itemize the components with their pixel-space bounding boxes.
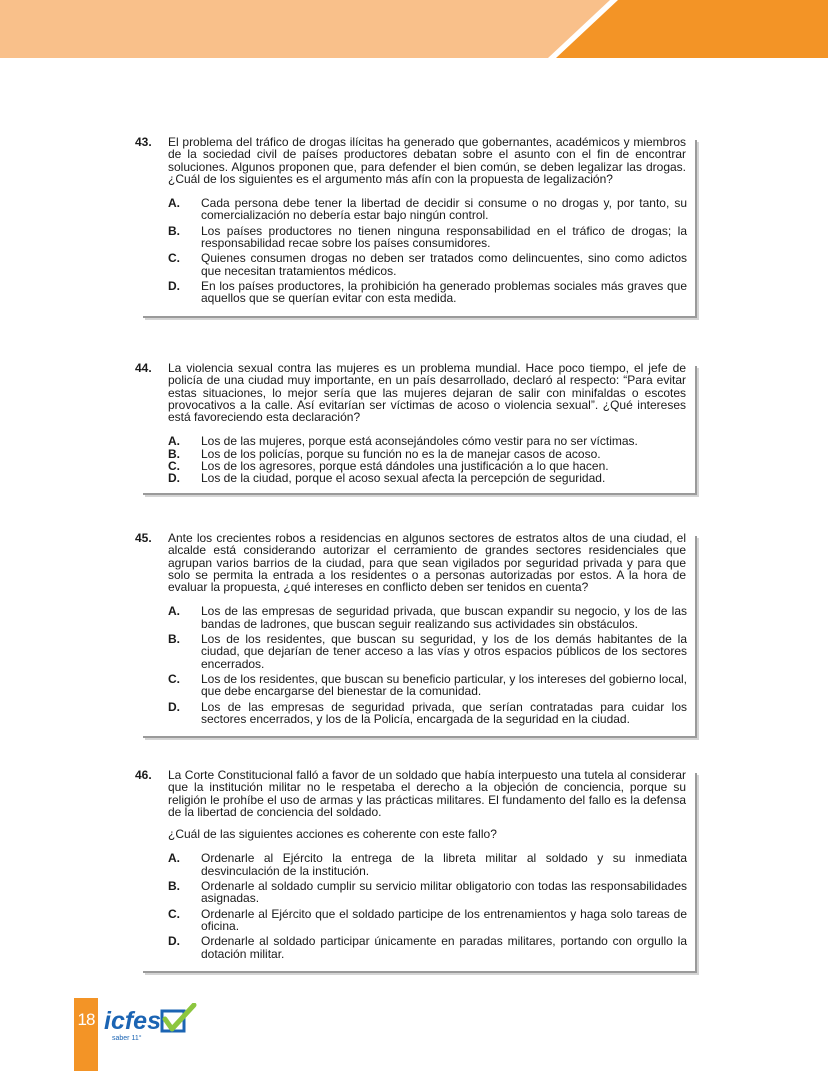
check-icon — [165, 1005, 194, 1029]
question-46 — [135, 769, 693, 963]
option-d — [135, 472, 693, 484]
logo-subtitle: saber 11° — [112, 1035, 142, 1042]
option-letter: B. — [168, 446, 180, 461]
option-letter: A. — [168, 604, 180, 619]
option-letter: B. — [168, 223, 180, 238]
option-a — [135, 197, 693, 222]
option-letter: C. — [168, 459, 180, 474]
option-letter: C. — [168, 251, 180, 266]
page-number-tab — [74, 998, 98, 1071]
option-text: Los de las empresas de seguridad privada, que serían contratadas para cuidar los sectores encerrados, y los de la Policía, encargada de la seguridad en la ciudad. — [201, 699, 687, 726]
option-text: Los de la ciudad, porque el acoso sexual afecta la percepción de seguridad. — [201, 471, 606, 486]
option-text: Los de las mujeres, porque está aconsejándoles cómo vestir para no ser víctimas. — [201, 434, 638, 449]
question-text: La Corte Constitucional falló a favor de un soldado que había interpuesto una tutela al considerar que la institución militar no le respetaba el derecho a la objeción de conciencia, porque su religión le prohíbe el uso de armas y las prácticas militares. El fundamento del fallo es la defensa de la libertad de conciencia del soldado. — [168, 768, 686, 819]
question-number: 44. — [135, 361, 152, 375]
page-number: 18 — [77, 1010, 95, 1029]
question-number: 45. — [135, 531, 152, 545]
option-b — [135, 880, 693, 905]
option-text: Los de los residentes, que buscan su seguridad, y los de los demás habitantes de la ciudad, que dejarían de tener acceso a las vías y otros espacios públicos de los sectores encerrados. — [201, 632, 687, 671]
question-number: 43. — [135, 135, 152, 149]
option-letter: C. — [168, 671, 180, 686]
option-text: Los de los residentes, que buscan su beneficio particular, y los intereses del gobierno local, que debe encargarse del bienestar de la comunidad. — [201, 671, 687, 699]
question-text: La violencia sexual contra las mujeres es un problema mundial. Hace poco tiempo, el jefe de policía de una ciudad muy importante, en un país desarrollado, declaró al respecto: “Para evitar estas situaciones, lo mejor sería que las mujeres dejaran de salir con minifaldas o escotes provocativos a la calle. Así evitarían ser víctimas de acoso o violencia sexual”. ¿Qué intereses está favoreciendo esta declaración? — [168, 361, 686, 425]
option-a — [135, 435, 693, 447]
option-letter: B. — [168, 632, 180, 647]
option-b — [135, 225, 693, 250]
question-44 — [135, 362, 693, 485]
logo-wordmark: icfes — [104, 1007, 161, 1035]
option-text: Cada persona debe tener la libertad de decidir si consume o no drogas y, por tanto, su comercialización no debería estar bajo ningún control. — [201, 196, 687, 223]
question-prompt: ¿Cuál de las siguientes acciones es coherente con este fallo? — [168, 827, 497, 842]
option-b — [135, 633, 693, 670]
option-letter: D. — [168, 934, 180, 949]
option-c — [135, 252, 693, 277]
question-45 — [135, 532, 693, 728]
option-a — [135, 605, 693, 630]
question-number: 46. — [135, 768, 152, 782]
option-text: Los países productores no tienen ninguna responsabilidad en el tráfico de drogas; la responsabilidad recae sobre los países consumidores. — [201, 223, 687, 251]
option-c — [135, 908, 693, 933]
option-text: Los de los policías, porque su función no es la de manejar casos de acoso. — [201, 446, 601, 461]
question-text: El problema del tráfico de drogas ilícitas ha generado que gobernantes, académicos y miembros de la sociedad civil de países productores debatan sobre el asunto con el fin de encontrar soluciones. Algunos proponen que, para defender el bien común, se deben legalizar las drogas. ¿Cuál de los siguientes es el argumento más afín con la propuesta de legalización? — [168, 135, 686, 186]
option-letter: A. — [168, 851, 180, 866]
option-text: Ordenarle al Ejército que el soldado participe de los entrenamientos y haga solo tareas de oficina. — [201, 906, 687, 933]
option-text: Ordenarle al soldado cumplir su servicio militar obligatorio con todas las responsabilidades asignadas. — [201, 879, 687, 906]
option-d — [135, 935, 693, 960]
header-band — [0, 0, 828, 58]
option-a — [135, 852, 693, 877]
option-d — [135, 701, 693, 726]
option-text: Ordenarle al soldado participar únicamente en paradas militares, portando con orgullo la dotación militar. — [201, 934, 687, 961]
option-letter: A. — [168, 196, 180, 211]
question-43 — [135, 136, 693, 308]
option-text: Ordenarle al Ejército la entrega de la libreta militar al soldado y su inmediata desvinculación de la institución. — [201, 851, 687, 878]
option-letter: C. — [168, 906, 180, 921]
option-letter: D. — [168, 471, 180, 486]
option-text: Quienes consumen drogas no deben ser tratados como delincuentes, sino como adictos que necesitan tratamientos médicos. — [201, 251, 687, 278]
option-text: En los países productores, la prohibición ha generado problemas sociales más graves que aquellos que se querían evitar con esta medida. — [201, 278, 687, 306]
option-letter: D. — [168, 699, 180, 714]
option-c — [135, 673, 693, 698]
option-letter: B. — [168, 879, 180, 894]
option-text: Los de los agresores, porque está dándoles una justificación a lo que hacen. — [201, 459, 609, 474]
option-text: Los de las empresas de seguridad privada, que buscan expandir su negocio, y los de las bandas de ladrones, que buscan seguir realizando sus actividades sin obstáculos. — [201, 604, 687, 631]
question-text: Ante los crecientes robos a residencias en algunos sectores de estratos altos de una ciudad, el alcalde está considerando autorizar el cerramiento de grandes sectores residenciales que agrupan varios barrios de la ciudad, para que sean vigilados por seguridad privada y para que solo se permita la entrada a los residentes o a personas autorizadas por estos. A la hora de evaluar la propuesta, ¿qué intereses en conflicto deben ser tenidos en cuenta? — [168, 531, 686, 595]
option-d — [135, 280, 693, 305]
icfes-logo — [102, 1003, 202, 1045]
option-letter: D. — [168, 278, 180, 293]
option-letter: A. — [168, 434, 180, 449]
